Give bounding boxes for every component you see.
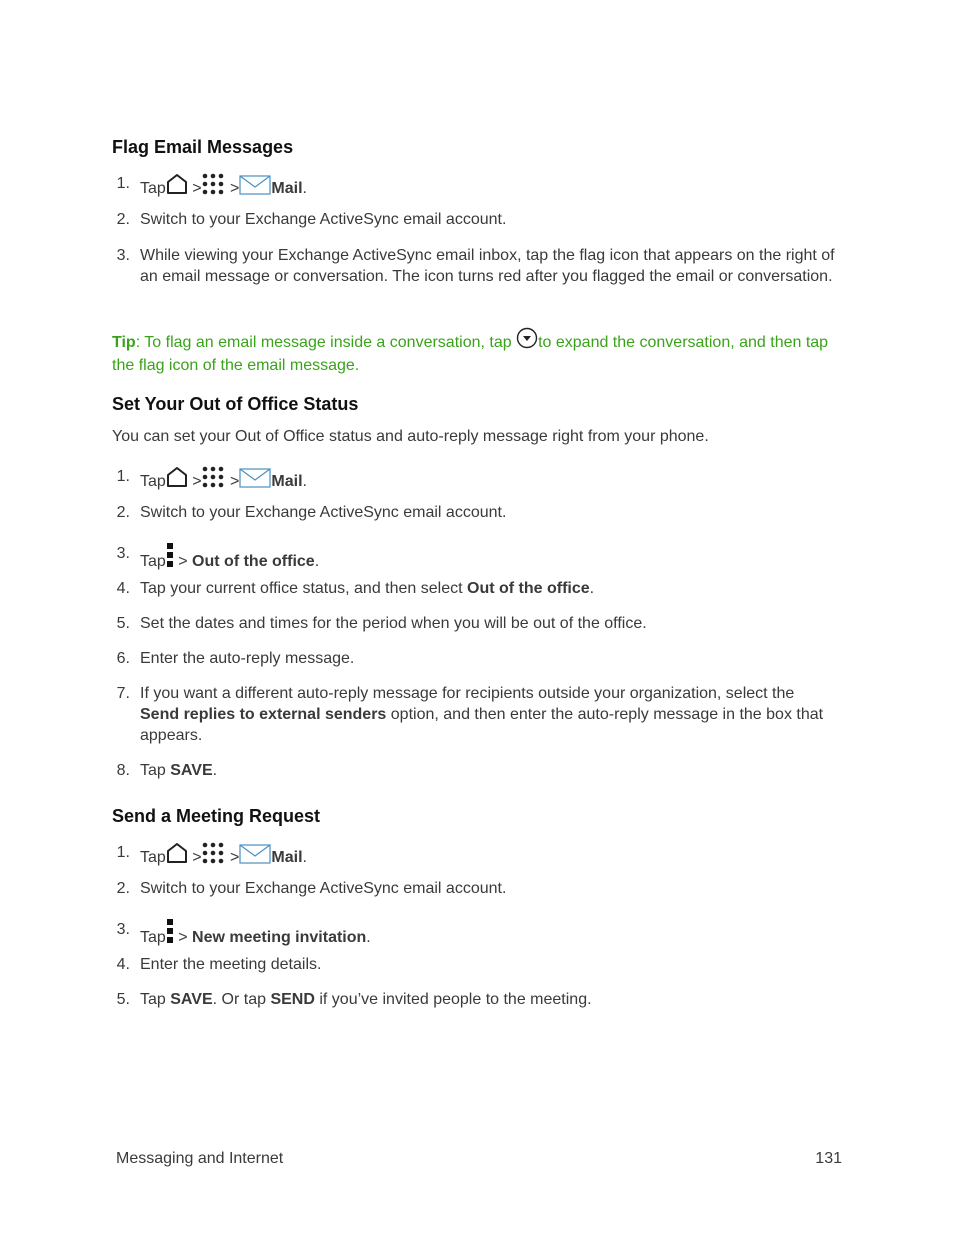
mail-icon <box>239 844 271 870</box>
home-icon <box>166 466 188 494</box>
footer-page-number: 131 <box>815 1150 842 1167</box>
mail-icon <box>239 175 271 201</box>
mail-icon <box>239 468 271 494</box>
apps-icon <box>202 842 226 870</box>
menu-icon <box>166 919 174 949</box>
heading-flag-email: Flag Email Messages <box>112 137 294 157</box>
out-of-office-intro: You can set your Out of Office status and auto-reply message right from your phone. <box>112 428 709 445</box>
heading-meeting-request: Send a Meeting Request <box>112 806 321 826</box>
footer-section-name: Messaging and Internet <box>116 1150 284 1167</box>
menu-icon <box>166 543 174 573</box>
heading-out-of-office: Set Your Out of Office Status <box>112 394 359 414</box>
home-icon <box>166 173 188 201</box>
flag-tip: Tip: To flag an email message inside a conversation, tap to expand the conversation, and then tap the flag icon of the email message. <box>112 327 837 376</box>
expand-icon <box>516 327 538 355</box>
home-icon <box>166 842 188 870</box>
apps-icon <box>202 173 226 201</box>
apps-icon <box>202 466 226 494</box>
